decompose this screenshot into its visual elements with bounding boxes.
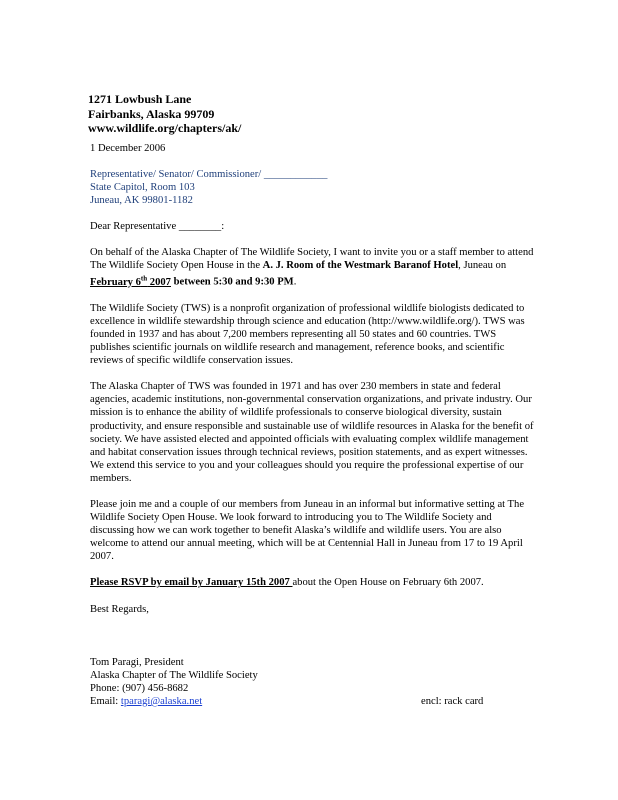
event-time: between 5:30 and 9:30 PM (170, 276, 294, 288)
paragraph-join: Please join me and a couple of our members from Juneau in an informal but informative setting at The Wildlife Society Open House. We look forward to introducing you to The Wildlife Society and discussing how we can work together to benefit Alaska’s wildlife and wildlife users. You are also welcome to attend our annual meeting, which will be at Centennial Hall in Juneau from 17 to 19 April 2007. (90, 499, 525, 563)
paragraph-alaska-chapter: The Alaska Chapter of TWS was founded in 1971 and has over 230 members in state and federal agencies, academic institutions, non-governmental conservation organizations, and private industry. Our mission is to enhance the ability of wildlife professionals to conserve biological diversity, sustain productivity, and ensure responsible and sustainable use of wildlife resources in Alaska for the benefit of society. We have assisted elected and appointed officials with evaluating complex wildlife management and habitat conservation issues through technical reviews, position statements, and as expert witnesses. We extend this service to you and your colleagues should you require the professional expertise of our members. (90, 381, 534, 484)
event-date (90, 274, 171, 288)
email-label: Email: (90, 695, 121, 707)
email-link[interactable]: tparagi@alaska.net (120, 695, 203, 707)
recipient-block (90, 168, 535, 207)
rsvp-rest: about the Open House on February 6th 2007. (292, 577, 484, 589)
invitation-mid: , Juneau on (458, 260, 507, 272)
recipient-address-2: Juneau, AK 99801-1182 (90, 194, 193, 206)
letter-body (90, 92, 535, 708)
invitation-end: . (293, 276, 297, 288)
enclosure-note: encl: rack card (421, 695, 484, 707)
event-date-sup: th (140, 274, 148, 283)
signer-phone: Phone: (907) 456-8682 (90, 682, 189, 694)
signer-name: Tom Paragi, President (90, 656, 184, 668)
closing: Best Regards, (90, 603, 149, 615)
event-date-year: 2007 (147, 276, 171, 288)
recipient-address-1: State Capitol, Room 103 (90, 181, 195, 193)
sender-city: Fairbanks, Alaska 99709 (88, 106, 215, 121)
salutation: Dear Representative ________: (90, 220, 225, 232)
event-date-main: February 6 (90, 276, 141, 288)
rsvp-bold: Please RSVP by email by January 15th 2007 (90, 577, 293, 589)
signer-email-line (90, 695, 535, 708)
paragraph-tws: The Wildlife Society (TWS) is a nonprofit organization of professional wildlife biologists dedicated to excellence in wildlife stewardship through science and education (http://www.wildlife.org/). TWS was founded in 1937 and has about 7,200 members representing all 50 states and 60 countries. TWS publishes scientific journals on wildlife research and management, reference books, and scientific reviews of specific wildlife conservation issues. (90, 302, 525, 367)
venue: A. J. Room of the Westmark Baranof Hotel (262, 260, 459, 272)
sender-street: 1271 Lowbush Lane (88, 92, 192, 106)
paragraph-invitation (90, 246, 535, 289)
recipient-title: Representative/ Senator/ Commissioner/ ____________ (90, 168, 328, 180)
invitation-intro: On behalf of the Alaska Chapter of The Wildlife Society, I want to invite you or a staff member to attend The Wildlife Society Open House in the (90, 246, 534, 272)
letter-date: 1 December 2006 (90, 142, 166, 154)
signer-org: Alaska Chapter of The Wildlife Society (90, 669, 258, 681)
sender-website: www.wildlife.org/chapters/ak/ (88, 121, 242, 135)
signature-block (90, 656, 535, 708)
sender-address (88, 92, 535, 136)
rsvp-line (90, 576, 535, 589)
